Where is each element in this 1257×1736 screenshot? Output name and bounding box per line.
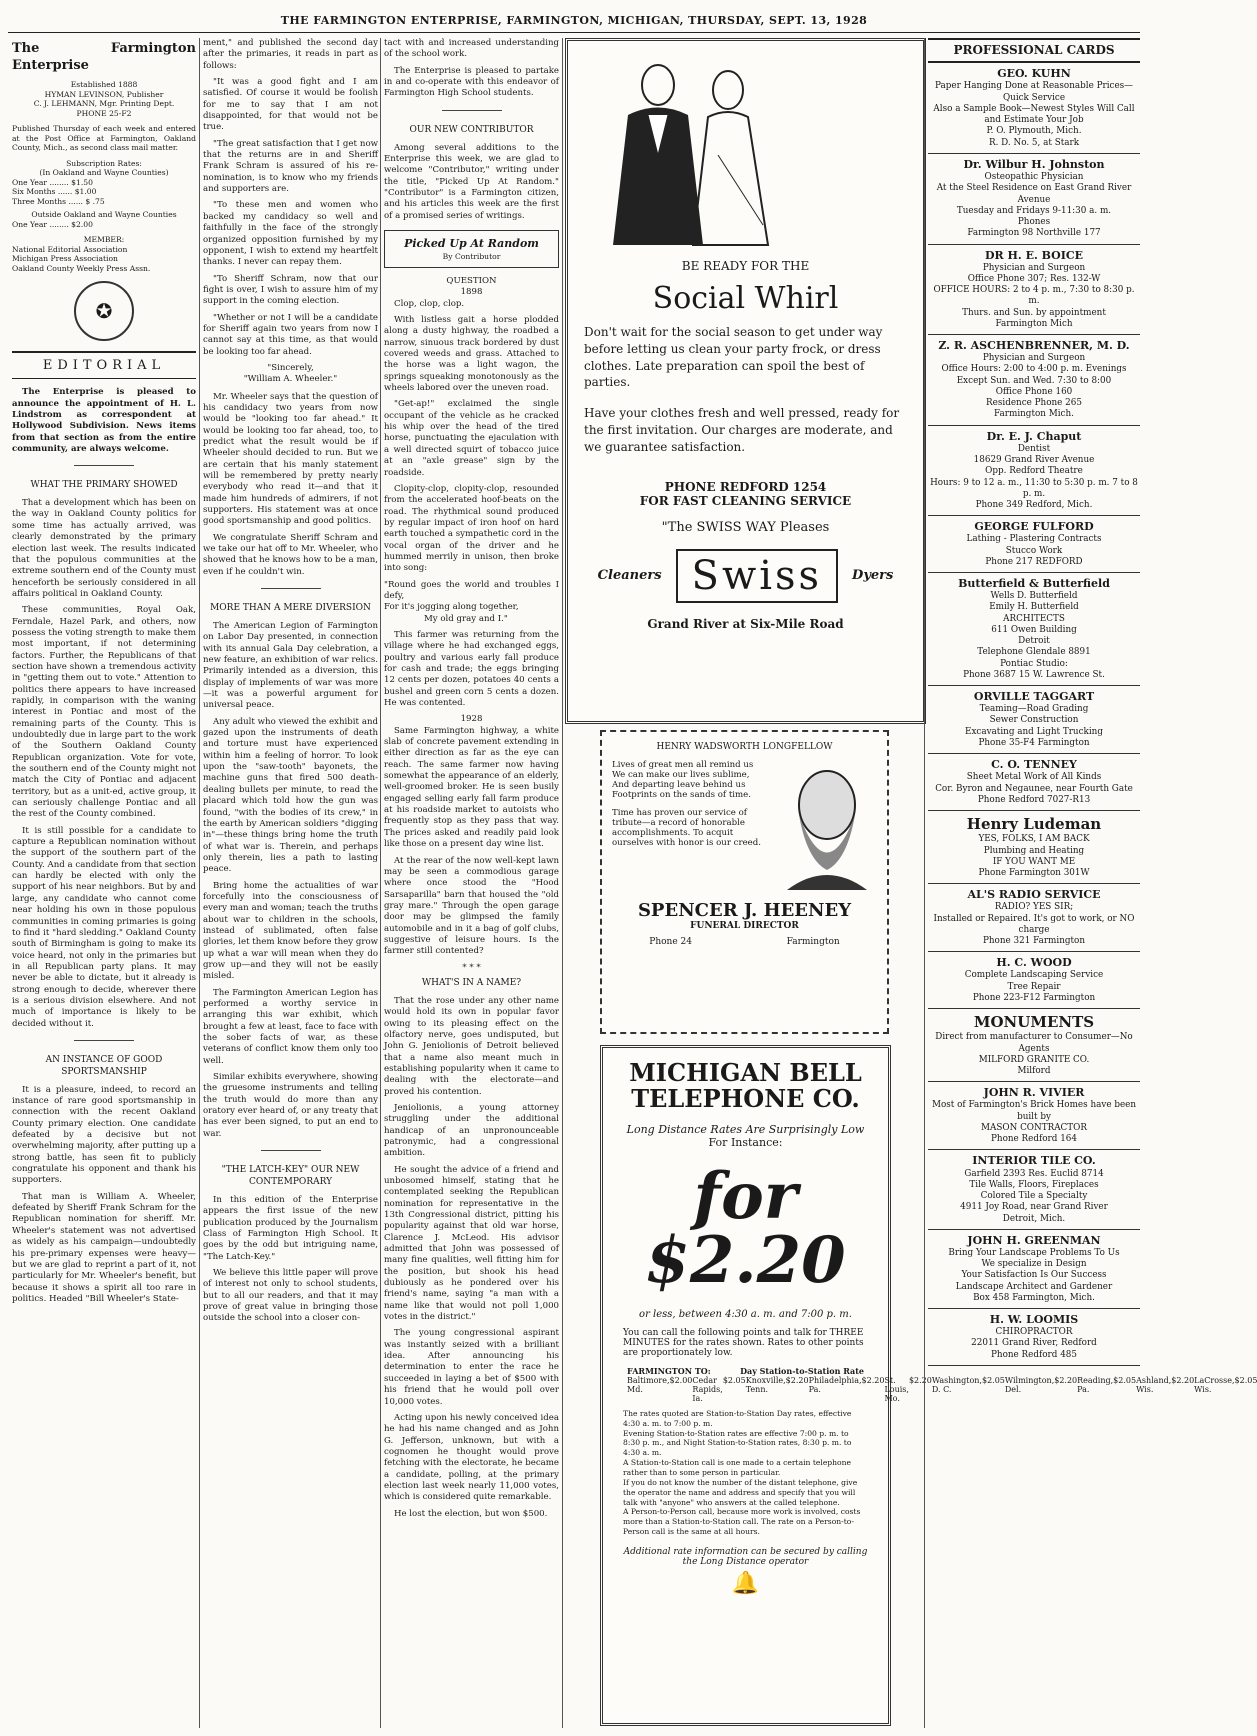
column-three <box>384 38 559 1728</box>
card-line: Your Satisfaction Is Our Success <box>961 1270 1107 1281</box>
professional-card <box>928 754 1140 811</box>
professional-card <box>928 884 1140 952</box>
outside-title: Outside Oakland and Wayne Counties <box>31 210 177 220</box>
name-p2: Jeniolionis, a young attorney struggling under the additional handicap of an unpronounceable patronymic, had a congressional ambition. <box>384 1102 559 1159</box>
q-p2: With listless gait a horse plodded along a dusty highway, the roadbed a narrow, sinuous track bordered by dust covered weeds and grass. Attached to the horse was a light wagon, the springs squeaking monotonously as the wheels labored over the uneven road. <box>384 315 559 394</box>
card-line: Detroit <box>1018 636 1050 647</box>
professional-card <box>928 516 1140 573</box>
card-line: Landscape Architect and Gardener <box>955 1281 1113 1292</box>
card-line: Physician and Surgeon <box>982 262 1086 273</box>
couple-illustration-icon <box>568 45 818 245</box>
member-3: Oakland County Weekly Press Assn. <box>12 263 151 273</box>
logo-dyers: Dyers <box>852 568 894 584</box>
bell-footer: Additional rate information can be secured by calling the Long Distance operator <box>623 1546 868 1567</box>
card-line: Installed or Repaired. It's got to work, or NO charge <box>933 913 1135 935</box>
card-line: Telephone Glendale 8891 <box>977 647 1091 658</box>
card-name: C. O. TENNEY <box>991 758 1077 772</box>
press-association-emblem-icon: ✪ <box>74 281 134 341</box>
bell-price: for $2.20 <box>645 1158 846 1298</box>
card-line: Office Hours: 2:00 to 4:00 p. m. Evenings Except Sun. and Wed. 7:30 to 8:00 <box>941 364 1127 386</box>
rate-value: $2.05 <box>1113 1375 1137 1385</box>
card-line: Lathing - Plastering Contracts <box>966 534 1102 545</box>
rate-city: Wilmington, Del. <box>1004 1375 1055 1394</box>
card-line: IF YOU WANT ME <box>992 856 1076 867</box>
rates-table <box>603 1365 1257 1403</box>
card-line: 18629 Grand River Avenue <box>973 455 1095 465</box>
card-name: H. C. WOOD <box>996 956 1072 970</box>
card-name: GEO. KUHN <box>997 67 1071 81</box>
song-3: My old gray and I." <box>424 613 508 624</box>
card-line: Teaming—Road Grading <box>979 704 1089 715</box>
column-rule <box>562 38 563 1728</box>
heeney-name: SPENCER J. HEENEY <box>637 900 852 921</box>
rate-row <box>1136 1376 1194 1403</box>
rate-row <box>809 1376 885 1403</box>
card-line: Osteopathic Physician <box>984 172 1084 183</box>
card-line: Milford <box>1017 1066 1051 1077</box>
primary-p3: It is still possible for a candidate to capture a Republican nomination without the support of the southern part of the County. And a candidate from that section can hardly be elected with only the support of his near neighbors. But by and large, any candidate who cannot come near holding his own in those populous communities in coming primaries is going to find it "hard sledding." Oakland County south of Birmingham is going to make its voice heard, not only in the primaries but in all Republican party plans. It may never be able to dictate, but it already is strong enough to decide, wherever there is a serious division elsewhere. And not much of importance is likely to be decided without it. <box>12 825 196 1029</box>
phone: PHONE 25-F2 <box>76 108 132 118</box>
rate-city: Washington, D. C. <box>931 1375 982 1394</box>
card-line: P. O. Plymouth, Mich. <box>986 126 1082 137</box>
card-line: MASON CONTRACTOR <box>980 1122 1087 1133</box>
q-p1: Clop, clop, clop. <box>394 298 465 309</box>
wheeler-q5: "Whether or not I will be a candidate for Sheriff again two years from now I cannot say at this time, as that would be looking too far ahead. <box>203 312 378 357</box>
bell-instance: For Instance: <box>708 1135 783 1149</box>
rate-one-year: One Year ........ $1.50 <box>12 177 93 187</box>
cards-title: PROFESSIONAL CARDS <box>928 38 1140 63</box>
sport-p1: It is a pleasure, indeed, to record an instance of rare good sportsmanship in connection with the recent Oakland County primary election. One candidate defeated by a decisive but not overwhelming majority, after putting up a strong battle, has seen fit to publicly congratulate his opponent and thank his supporters. <box>12 1084 196 1186</box>
rate-city: St. Louis, Mo. <box>884 1375 909 1403</box>
card-line: Box 458 Farmington, Mich. <box>973 1292 1095 1303</box>
wheeler-q4: "To Sheriff Schram, now that our fight is over, I wish to assure him of my support in the coming election. <box>203 273 378 307</box>
rate-value: $2.05 <box>722 1375 746 1385</box>
card-line: Phone 3687 15 W. Lawrence St. <box>963 669 1105 680</box>
tribute: Time has proven our service of tribute—a record of honorable accomplishments. To acquit ourselves with honor is our creed. <box>612 808 761 848</box>
card-line: Phone Farmington 301W <box>978 868 1090 878</box>
card-name: Dr. E. J. Chaput <box>986 429 1082 443</box>
card-line: 22011 Grand River, Redford <box>971 1338 1097 1349</box>
divider <box>261 1150 321 1151</box>
card-line: Pontiac Studio: <box>1000 658 1068 669</box>
rate-value: $2.20 <box>1171 1375 1195 1385</box>
card-line: Sheet Metal Work of All Kinds <box>966 772 1102 783</box>
heeney-phone: Phone 24 <box>649 937 692 947</box>
card-line: Excavating and Light Trucking <box>965 726 1103 737</box>
professional-card <box>928 952 1140 1009</box>
wheeler-q1: "It was a good fight and I am satisfied. Of course it would be foolish for me to say that I am not disappointed, for that would not be true. <box>203 77 378 133</box>
song-2: For it's jogging along together, <box>384 602 519 613</box>
card-name: GEORGE FULFORD <box>974 520 1094 534</box>
column-editorial <box>12 38 196 1728</box>
question-head: QUESTION <box>446 276 497 286</box>
name-headline: WHAT'S IN A NAME? <box>421 977 522 988</box>
swiss-body-1: Don't wait for the social season to get under way before letting us clean your party frock, or dress clothes. Late preparation can spoil the best of parties. <box>584 325 883 390</box>
contributor-text: Among several additions to the Enterprise this week, we are glad to welcome "Contributor," writing under the title, "Picked Up At Random." "Contributor" is a Farmington citizen, and his articles this week are the first of a promised series of writings. <box>384 142 559 221</box>
heeney-funeral-ad <box>600 730 889 1034</box>
rate-six-months: Six Months ...... $1.00 <box>12 187 97 197</box>
card-line: Phone 321 Farmington <box>982 936 1086 947</box>
card-line: Tile Walls, Floors, Fireplaces <box>969 1179 1099 1190</box>
heeney-role: FUNERAL DIRECTOR <box>690 921 799 931</box>
card-name: INTERIOR TILE CO. <box>972 1154 1096 1168</box>
sport-p2: That man is William A. Wheeler, defeated by Sheriff Frank Schram for the Republican nomination for sheriff. Mr. Wheeler's statement was not advertised as widely as his campaign—undoubtedly his pre-primary expenses were heavy—but we are glad to reprint a part of it, not particularly for Mr. Wheeler's benefit, but because it shows a spirit all too rare in politics. Headed "Bill Wheeler's State- <box>12 1191 196 1304</box>
bell-body: You can call the following points and talk for THREE MINUTES for the rates shown. Rates to other points are proportionately low. <box>623 1327 864 1358</box>
sportsmanship-headline: AN INSTANCE OF GOOD SPORTSMANSHIP <box>45 1054 163 1077</box>
column-two <box>203 38 378 1728</box>
q-p3: "Get-ap!" exclaimed the single occupant of the vehicle as he cracked his whip over the head of the tired horse, punctuating the ejaculation with a well directed squirt of tobacco juice at an "axle grease" sign by the roadside. <box>384 399 559 478</box>
card-line: Sewer Construction <box>989 715 1079 726</box>
rate-value: $2.20 <box>908 1375 932 1385</box>
column-rule <box>380 38 381 1728</box>
latch-cont: tact with and increased understanding of the school work. <box>384 38 559 60</box>
rate-city: Cedar Rapids, Ia. <box>692 1375 723 1403</box>
card-name: H. W. LOOMIS <box>989 1313 1079 1327</box>
rate-city: Baltimore, Md. <box>627 1375 670 1394</box>
q-p7: At the rear of the now well-kept lawn may be seen a commodious garage where once stood the "Hood Sarsaparilla" barn that housed the "old gray mare." Through the open garage door may be glimpsed the family automobile and in it a bag of golf clubs, suggestive of leisure hours. Is the farmer still contented? <box>384 855 559 957</box>
card-line: Phone Redford 7027-R13 <box>977 794 1091 805</box>
year-1898: 1898 <box>460 287 483 298</box>
swiss-logo <box>568 549 923 603</box>
q-p6: Same Farmington highway, a white slab of concrete pavement extending in either direction as far as the eye can reach. The same farmer now having somewhat the appearance of an elderly, well-groomed broker. He is seen busily engaged selling early fall farm produce at his roadside market to autoists who frequently stop as they pass that way. The prices asked and readily paid look like those on a present day wine list. <box>384 725 559 850</box>
rates-from: FARMINGTON TO: <box>627 1365 711 1376</box>
social-whirl: Social Whirl <box>652 281 839 316</box>
heeney-town: Farmington <box>786 937 840 947</box>
card-line: OFFICE HOURS: 2 to 4 p. m., 7:30 to 8:30 p. m. <box>933 285 1135 307</box>
editorial-heading: EDITORIAL <box>12 351 196 379</box>
bell-title-2: TELEPHONE CO. <box>631 1084 860 1114</box>
bell-note-5: A Person-to-Person call, because more work is involved, costs more than a Station-to-Station call. The rate on a Person-to-Person call is the same at all hours. <box>623 1507 861 1537</box>
card-line: R. D. No. 5, at Stark <box>988 137 1080 148</box>
rate-value: $2.00 <box>669 1375 693 1385</box>
professional-card <box>928 426 1140 517</box>
card-line: Farmington 98 Northville 177 <box>967 228 1101 239</box>
professional-card <box>928 1150 1140 1229</box>
professional-card <box>928 154 1140 245</box>
latch-p2: We believe this little paper will prove of interest not only to school students, but to all our readers, and that it may prove of great value in bringing those outside the school into a closer con- <box>203 1267 378 1324</box>
name-p4: The young congressional aspirant was instantly seized with a brilliant idea. After announcing his determination to enter the race he succeeded in laying a bet of $500 with his friend that he would poll over 10,000 votes. <box>384 1328 559 1407</box>
primary-p2: These communities, Royal Oak, Ferndale, Hazel Park, and others, now possess the voting strength to make them most important, if not determining factors. Further, the Republicans of that section have shown a tremendous activity in "getting them out to vote." Attention to politics there appears to have increased rapidly, in comparison with the waning interest in Pontiac and most of the remaining parts of the County. This is undoubtedly due in large part to the work of the Southern Oakland County Republican organization. Vote for vote, the southern end of the County might not match the City of Pontiac and adjacent territory, but as a unit-ed, active group, it can seriously challenge Pontiac and all the rest of the County combined. <box>12 605 196 820</box>
bell-note-3: A Station-to-Station call is one made to a certain telephone rather than to some person in particular. <box>623 1458 852 1477</box>
professional-card <box>928 335 1140 426</box>
member-1: National Editorial Association <box>12 244 128 254</box>
contributor-headline: OUR NEW CONTRIBUTOR <box>409 124 534 135</box>
bell-note-2: Evening Station-to-Station rates are effective 7:00 p. m. to 8:30 p. m., and Night Station-to-Station rates, 8:30 p. m. to 4:30 a. m. <box>623 1428 852 1458</box>
bell-title-1: MICHIGAN BELL <box>629 1058 862 1087</box>
logo-cleaners: Cleaners <box>597 568 662 584</box>
name-p6: He lost the election, but won $500. <box>394 1508 548 1519</box>
rate-value: $2.20 <box>1054 1375 1078 1385</box>
card-line: Detroit, Mich. <box>1002 1213 1066 1224</box>
card-line: Opp. Redford Theatre <box>985 466 1083 477</box>
latch-p1: In this edition of the Enterprise appears the first issue of the new publication produced by the Journalism Class of Farmington High School. It goes by the odd but intriguing name, "The Latch-Key." <box>203 1194 378 1262</box>
card-line: RADIO? YES SIR; <box>994 902 1074 913</box>
card-line: MILFORD GRANITE CO. <box>978 1054 1090 1065</box>
bell-tag: Long Distance Rates Are Surprisingly Low <box>626 1122 865 1136</box>
bell-window: or less, between 4:30 a. m. and 7:00 p. m. <box>639 1308 852 1320</box>
card-line: Emily H. Butterfield <box>989 602 1079 613</box>
rate-outside-year: One Year ........ $2.00 <box>12 219 93 229</box>
card-line: Also a Sample Book—Newest Styles Will Call and Estimate Your Job <box>933 103 1135 126</box>
masthead-rule <box>8 32 1140 33</box>
wheeler-q3: "To these men and women who backed my candidacy so well and faithfully in the face of the strongly organized opposition furnished by my opponent, I wish to extend my heartfelt thanks. I never can repay them. <box>203 200 378 268</box>
poem-1: Lives of great men all remind us <box>612 760 754 770</box>
signature: "William A. Wheeler." <box>243 374 338 385</box>
poem-4: Footprints on the sands of time. <box>612 790 751 800</box>
card-line: YES, FOLKS, I AM BACK <box>978 834 1090 845</box>
card-line: Office Phone 160 <box>995 386 1073 397</box>
wheeler-cont: ment," and published the second day after the primaries, it reads in part as follows: <box>203 38 378 71</box>
card-name: DR H. E. BOICE <box>985 248 1083 262</box>
swiss-tagline: "The SWISS WAY Pleases <box>661 519 830 535</box>
card-line: Thurs. and Sun. by appointment <box>962 307 1106 318</box>
card-line: Complete Landscaping Service <box>964 970 1104 981</box>
member-2: Michigan Press Association <box>12 254 118 264</box>
primary-headline: WHAT THE PRIMARY SHOWED <box>30 480 178 491</box>
q-p4: Clopity-clop, clopity-clop, resounded from the accelerated hoof-beats on the road. The rhythmical sound produced by regular impact of iron hoof on hard earth touched a sympathetic cord in the vocal organ of the driver and he hummed merrily in unison, then broke into song: <box>384 483 559 574</box>
paper-title: The Farmington Enterprise <box>12 41 196 74</box>
card-line: 611 Owen Building <box>991 624 1077 635</box>
rate-city: Reading, Pa. <box>1077 1375 1114 1394</box>
card-line: Tree Repair <box>1007 981 1061 992</box>
masthead: THE FARMINGTON ENTERPRISE, FARMINGTON, MICHIGAN, THURSDAY, SEPT. 13, 1928 <box>280 14 868 27</box>
card-line: Hours: 9 to 12 a. m., 11:30 to 5:30 p. m. 7 to 8 p. m. <box>930 477 1138 499</box>
rate-value: $2.20 <box>785 1375 809 1385</box>
q-p5: This farmer was returning from the village where he had exchanged eggs, poultry and various early fall produce for cash and trade; the eggs bringing 12 cents per dozen, potatoes 40 cents a bushel and green corn 5 cents a dozen. He was contented. <box>384 629 559 709</box>
poet-name: HENRY WADSWORTH LONGFELLOW <box>656 742 833 752</box>
ready-line: BE READY FOR THE <box>681 259 810 273</box>
bell-note-4: If you do not know the number of the distant telephone, give the operator the name and address and specify that you will talk with "anyone" who answers at the called telephone. <box>623 1477 858 1507</box>
diversion-headline: MORE THAN A MERE DIVERSION <box>210 603 371 614</box>
professional-card <box>928 245 1140 336</box>
rate-row <box>692 1376 745 1403</box>
wheeler-p1: Mr. Wheeler says that the question of his candidacy two years from now would be "looking too far ahead." It would be looking too far ahead, too, to predict what the result would be if Wheeler should decided to run. But we are certain that his manly statement will be remembered by pretty nearly everybody who read it—and that it made him hundreds of admirers, if not supporters. His statement was at once good sportsmanship and good politics. <box>203 391 378 527</box>
card-line: Phone 35-F4 Farmington <box>978 737 1090 748</box>
random-byline: By Contributor <box>442 251 501 261</box>
professional-card <box>928 1082 1140 1150</box>
card-line: 4911 Joy Road, near Grand River <box>960 1202 1108 1213</box>
member-title: MEMBER: <box>83 235 125 245</box>
card-line: ARCHITECTS <box>1003 613 1065 624</box>
professional-card <box>928 686 1140 754</box>
card-line: Paper Hanging Done at Reasonable Prices— Quick Service <box>935 81 1133 103</box>
name-p5: Acting upon his newly conceived idea he had his name changed and as John G. Jefferson, unknown, but with a cognomen he thought would prove fetching with the electorate, he became a candidate, polling, at the primary election last week nearly 11,000 votes, which is considered quite remarkable. <box>384 1412 559 1503</box>
rate-city: Philadelphia, Pa. <box>808 1375 862 1394</box>
rate-row <box>746 1376 809 1403</box>
stars: * * * <box>462 962 481 973</box>
professional-card <box>928 1309 1140 1366</box>
swiss-phone: PHONE REDFORD 1254 <box>664 479 827 494</box>
divider <box>74 1040 134 1041</box>
rate-city: Ashland, Wis. <box>1136 1375 1172 1394</box>
wheeler-q2: "The great satisfaction that I get now that the returns are in and Sheriff Frank Schram is assured of his re-nomination, is to know who my friends and supporters are. <box>203 138 378 195</box>
divider <box>261 588 321 589</box>
card-line: Phone 217 REDFORD <box>985 556 1083 567</box>
card-name: Z. R. ASCHENBRENNER, M. D. <box>938 339 1130 353</box>
card-line: We specialize in Design <box>981 1259 1087 1270</box>
logo-swiss: Swiss <box>676 549 839 603</box>
card-name: ORVILLE TAGGART <box>973 690 1095 704</box>
card-line: Physician and Surgeon <box>982 353 1086 364</box>
latchkey-headline: "THE LATCH-KEY" OUR NEW CONTEMPORARY <box>221 1165 360 1187</box>
card-line: Farmington Mich <box>995 318 1073 329</box>
professional-card <box>928 63 1140 154</box>
swiss-fast: FOR FAST CLEANING SERVICE <box>639 493 852 508</box>
published-note: Published Thursday of each week and entered at the Post Office at Farmington, Oakland County, Mich., as second class mail matter. <box>12 124 196 153</box>
card-line: Phone 349 Redford, Mich. <box>975 500 1093 510</box>
primary-p1: That a development which has been on the way in Oakland County politics for some time has actually arrived, was clearly demonstrated by the primary election last week. The results indicated that the populous communities at the extreme southern end of the County must henceforth be seriously considered in all affairs political in Oakland County. <box>12 498 196 599</box>
rate-row <box>1194 1376 1257 1403</box>
card-line: Residence Phone 265 <box>986 398 1082 409</box>
manager: C. J. LEHMANN, Mgr. Printing Dept. <box>33 99 175 109</box>
random-title: Picked Up At Random <box>404 237 539 250</box>
card-line: Garfield 2393 Res. Euclid 8714 <box>964 1168 1104 1179</box>
longfellow-portrait-icon <box>777 760 877 890</box>
card-name: Henry Ludeman <box>966 815 1102 834</box>
div-p5: Similar exhibits everywhere, showing the gruesome instruments and telling the truth would do more than any oratory ever heard of, or any treaty that has ever been signed, to put an end to war. <box>203 1072 378 1139</box>
song-1: "Round goes the world and troubles I defy, <box>384 579 559 601</box>
card-line: Phone Redford 164 <box>991 1134 1077 1145</box>
card-line: Cor. Byron and Negaunee, near Fourth Gate <box>935 783 1133 794</box>
card-line: Phone 223-F12 Farmington <box>972 992 1096 1003</box>
rate-value: $2.05 <box>981 1375 1005 1385</box>
card-name: Butterfield & Butterfield <box>958 577 1110 591</box>
wheeler-p2: We congratulate Sheriff Schram and we take our hat off to Mr. Wheeler, who showed that he knows how to be a man, even if he couldn't win. <box>203 532 378 577</box>
card-name: MONUMENTS <box>973 1013 1095 1032</box>
professional-cards-column <box>928 38 1140 1728</box>
card-line: Phone Redford 485 <box>991 1349 1077 1360</box>
rate-row <box>627 1376 692 1403</box>
column-rule <box>924 38 925 1728</box>
year-1928: 1928 <box>460 714 483 725</box>
div-p4: The Farmington American Legion has performed a worthy service in arranging this war exhibit, which brought a few at least, face to face with the sober facts of war, as these veterans of conflict know them only too well. <box>203 987 378 1066</box>
sub-area: (In Oakland and Wayne Counties) <box>39 168 169 178</box>
sincerely: "Sincerely, <box>267 362 314 373</box>
card-line: CHIROPRACTOR <box>995 1327 1073 1338</box>
card-name: AL'S RADIO SERVICE <box>967 888 1101 902</box>
publisher: HYMAN LEVINSON, Publisher <box>44 89 164 99</box>
name-p3: He sought the advice of a friend and unbosomed himself, stating that he contemplated seeking the Republican nomination for representative in the 13th Congressional district, pitting his popularity against that old war horse, Clarence J. McLeod. His advisor admitted that John was possessed of many fine qualities, well fitting him for the position, but shook his head dubiously as he pondered over his friend's name, saying "a man with a name like that would not poll 1,000 votes in the district." <box>384 1164 559 1323</box>
bell-logo-icon: 🔔 <box>731 1570 760 1596</box>
card-line: Farmington Mich. <box>994 409 1074 420</box>
rate-city: LaCrosse, Wis. <box>1194 1375 1235 1394</box>
card-line: Plumbing and Heating <box>983 845 1085 856</box>
professional-card <box>928 573 1140 686</box>
card-name: Dr. Wilbur H. Johnston <box>963 157 1105 171</box>
div-p3: Bring home the actualities of war forcefully into the consciousness of every man and woman; teach the truths about war to children in the schools, instead of sublimated, often false glories, let them know before they grow up what a war will mean when they do grow up—and they will not be easily misled. <box>203 880 378 982</box>
card-line: At the Steel Residence on East Grand River Avenue <box>936 183 1132 205</box>
card-line: Office Phone 307; Res. 132-W <box>967 273 1101 284</box>
swiss-cleaners-ad <box>565 38 926 724</box>
rate-value: $2.05 <box>1234 1375 1257 1385</box>
card-line: Bring Your Landscape Problems To Us <box>948 1247 1120 1258</box>
professional-card <box>928 811 1140 884</box>
card-line: Dentist <box>1017 443 1051 454</box>
card-line: Colored Tile a Specialty <box>980 1191 1088 1201</box>
professional-card <box>928 1230 1140 1309</box>
rate-city: Knoxville, Tenn. <box>745 1375 786 1394</box>
rates-header: Day Station-to-Station Rate <box>740 1365 864 1376</box>
card-line: Wells D. Butterfield <box>990 591 1078 602</box>
swiss-body-2: Have your clothes fresh and well pressed, ready for the first invitation. Our charges are moderate, and we guarantee satisfaction. <box>584 406 900 454</box>
poem-2: We can make our lives sublime, <box>612 770 750 780</box>
card-line: Phones <box>1017 217 1051 228</box>
established: Established 1888 <box>70 80 138 90</box>
random-box <box>384 230 559 268</box>
card-line: Most of Farmington's Brick Homes have been built by <box>931 1100 1137 1122</box>
latch-c2: The Enterprise is pleased to partake in and co-operate with this endeavor of Farmington High School students. <box>384 65 559 99</box>
editorial-intro: The Enterprise is pleased to announce the appointment of H. L. Lindstrom as correspondent at Hollywood Subdivision. News items from that section as from the entire community, are always welcome. <box>12 387 196 454</box>
card-name: JOHN R. VIVIER <box>983 1086 1085 1100</box>
rate-three-months: Three Months ...... $ .75 <box>12 196 105 206</box>
swiss-location: Grand River at Six-Mile Road <box>647 616 844 631</box>
div-p2: Any adult who viewed the exhibit and gazed upon the instruments of death and torture must have experienced within him a feeling of horror. To look upon the "saw-tooth" bayonets, the machine guns that fired 500 death-dealing bullets per minute, to read the placard which told how the gun was found, "with the bodies of its crew," in the earth by American soldiers "digging in"—these things bring home the truth of what war is. Therein, and perhaps only therein, lies a path to lasting peace. <box>203 716 378 875</box>
card-line: Direct from manufacturer to Consumer—No Agents <box>935 1032 1133 1054</box>
card-name: JOHN H. GREENMAN <box>967 1233 1101 1247</box>
professional-card <box>928 1009 1140 1082</box>
card-line: Stucco Work <box>1005 545 1063 556</box>
card-line: Tuesday and Fridays 9-11:30 a. m. <box>956 205 1112 216</box>
divider <box>442 110 502 111</box>
rate-value: $2.20 <box>861 1375 885 1385</box>
sub-rates-title: Subscription Rates: <box>66 158 142 168</box>
divider <box>74 465 134 466</box>
column-rule <box>199 38 200 1728</box>
poem-3: And departing leave behind us <box>612 780 746 790</box>
name-p1: That the rose under any other name would hold its own in popular favor owing to its pleasing effect on the olfactory nerve, goes undisputed, but John G. Jeniolionis of Detroit believed that a name also meant much in establishing popularity when it came to dealing with the electorate—and proved his contention. <box>384 995 559 1097</box>
div-p1: The American Legion of Farmington on Labor Day presented, in connection with its annual Gala Day celebration, a new feature, an exhibition of war relics. Primarily intended as a diversion, this display of implements of war was more—it was a powerful argument for universal peace. <box>203 621 378 711</box>
bell-note-1: The rates quoted are Station-to-Station Day rates, effective 4:30 a. m. to 7:00 p. m. <box>623 1408 852 1428</box>
